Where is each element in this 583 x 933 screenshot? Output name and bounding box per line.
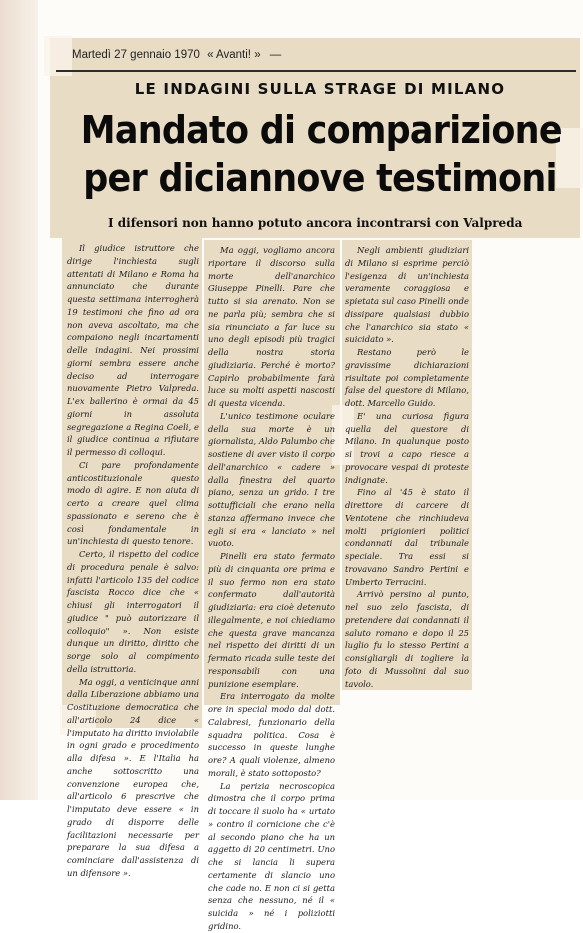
paragraph: Era interrogato da molte ore in special modo dal dott. Calabresi, funzionario della squadra politica. Cosa è successo in queste lunghe ore? A quali violenze, almeno morali, è stato sottoposto? bbox=[208, 691, 335, 778]
page-binding-edge bbox=[0, 0, 38, 800]
dateline bbox=[72, 49, 302, 67]
paragraph: Pinelli era stato fermato più di cinquanta ore prima e il suo fermo non era stato confermato dall'autorità giudiziaria: era cioè detenuto illegalmente, e noi chiediamo che questa grave mancanza nel rispetto dei diritti di un fermato ricada sulle teste dei responsabili con una punizione esemplare. bbox=[208, 551, 335, 689]
subheadline: I difensori non hanno potuto ancora incontrarsi con Valpreda bbox=[108, 216, 523, 230]
paragraph: Il giudice istruttore che dirige l'inchiesta sugli attentati di Milano e Roma ha annunciato che durante questa settimana interrogherà 19 testimoni che fino ad ora non aveva ascoltato, ma che compaiono negli incartamenti delle indagini. Nei prossimi giorni sembra essere anche deciso ad interrogare nuovamente Pietro Valpreda. L'ex ballerino è ormai da 45 giorni in assoluta segregazione a Regina Coeli, e il giudice continua a rifiutare il permesso di colloqui. bbox=[67, 243, 199, 457]
article-column-1 bbox=[67, 242, 199, 880]
header-rule bbox=[56, 70, 576, 72]
dateline-newspaper: « Avanti! » bbox=[207, 49, 261, 61]
article-column-2 bbox=[208, 244, 335, 933]
article-column-3 bbox=[345, 244, 469, 690]
paragraph: L'unico testimone oculare della sua morte è un giornalista, Aldo Palumbo che sostiene di aver visto il corpo dell'anarchico « cadere » dalla finestra del quarto piano, senza un grido. I tre sottufficiali che erano nella stanza affermano invece che egli si era « lanciato » nel vuoto. bbox=[208, 410, 335, 549]
dateline-dash: — bbox=[269, 49, 282, 61]
headline bbox=[80, 106, 562, 202]
headline-line-1: Mandato di comparizione bbox=[80, 108, 562, 152]
paragraph: Ma oggi, a venticinque anni dalla Liberazione abbiamo una Costituzione democratica che all'articolo 24 dice « l'imputato ha diritto inviolabile in ogni grado e procedimento alla difesa ». E l'Italia ha anche sottoscritto una convenzione europea che, all'articolo 6 prescrive che l'imputato deve essere « in grado di disporre delle facilitazioni necessarie per preparare la sua difesa a cominciare dall'assistenza di un difensore ». bbox=[67, 676, 199, 878]
paragraph: Ma oggi, vogliamo ancora riportare il discorso sulla morte dell'anarchico Giuseppe Pinelli. Pare che tutto si sia arenato. Non se ne parla più; sembra che si sia rinunciato a far luce su uno degli episodi più tragici della nostra storia giudiziaria. Perché è morto? Capirlo probabilmente farà luce su molti aspetti nascosti di questa vicenda. bbox=[208, 245, 335, 408]
paragraph: Certo, il rispetto del codice di procedura penale è salvo: infatti l'articolo 135 del codice fascista Rocco dice che « chiusi gli interrogatori il giudice " può autorizzare il colloquio" ». Non esiste dunque un diritto, diritto che sorge solo al compimento della istruttoria. bbox=[67, 549, 199, 674]
paragraph: E' una curiosa figura quella del questore di Milano. In qualunque posto si trovi a capo riesce a provocare vespai di proteste indignate. bbox=[345, 410, 469, 485]
paragraph: Restano però le gravissime dichiarazioni risultate poi completamente false del questore di Milano, dott. Marcello Guido. bbox=[345, 347, 469, 408]
kicker: LE INDAGINI SULLA STRAGE DI MILANO bbox=[134, 80, 506, 98]
dateline-date: Martedì 27 gennaio 1970 bbox=[72, 49, 200, 61]
paragraph: Ci pare profondamente anticostituzionale questo modo di agire. E non aiuta di certo a creare quel clima spassionato e sereno che è così fondamentale in un'inchiesta di questo tenore. bbox=[67, 459, 199, 547]
headline-line-2: per diciannove testimoni bbox=[83, 156, 557, 200]
paragraph: Arrivò persino al punto, nel suo zelo fascista, di pretendere dai condannati il saluto romano e dopo il 25 luglio fu lo stesso Pertini a consigliargli di togliere la foto di Mussolini dal suo tavolo. bbox=[345, 589, 469, 689]
paragraph: Negli ambienti giudiziari di Milano si esprime perciò l'esigenza di un'inchiesta veramente coraggiosa e spietata sul caso Pinelli onde dissipare qualsiasi dubbio che l'anarchico sia stato « suicidato ». bbox=[345, 245, 469, 345]
paragraph: Fino al '45 è stato il direttore di carcere di Ventotene che rinchiudeva molti prigionieri politici condannati dal tribunale speciale. Tra essi si trovavano Sandro Pertini e Umberto Terracini. bbox=[345, 487, 469, 587]
paragraph: La perizia necroscopica dimostra che il corpo prima di toccare il suolo ha « urtato » contro il cornicione che c'è al secondo piano che ha un aggetto di 20 centimetri. Uno che si lancia li supera certamente di slancio uno che cade no. E non ci si getta senza che nessuno, né il « suicida » né i poliziotti gridino. bbox=[208, 780, 335, 931]
